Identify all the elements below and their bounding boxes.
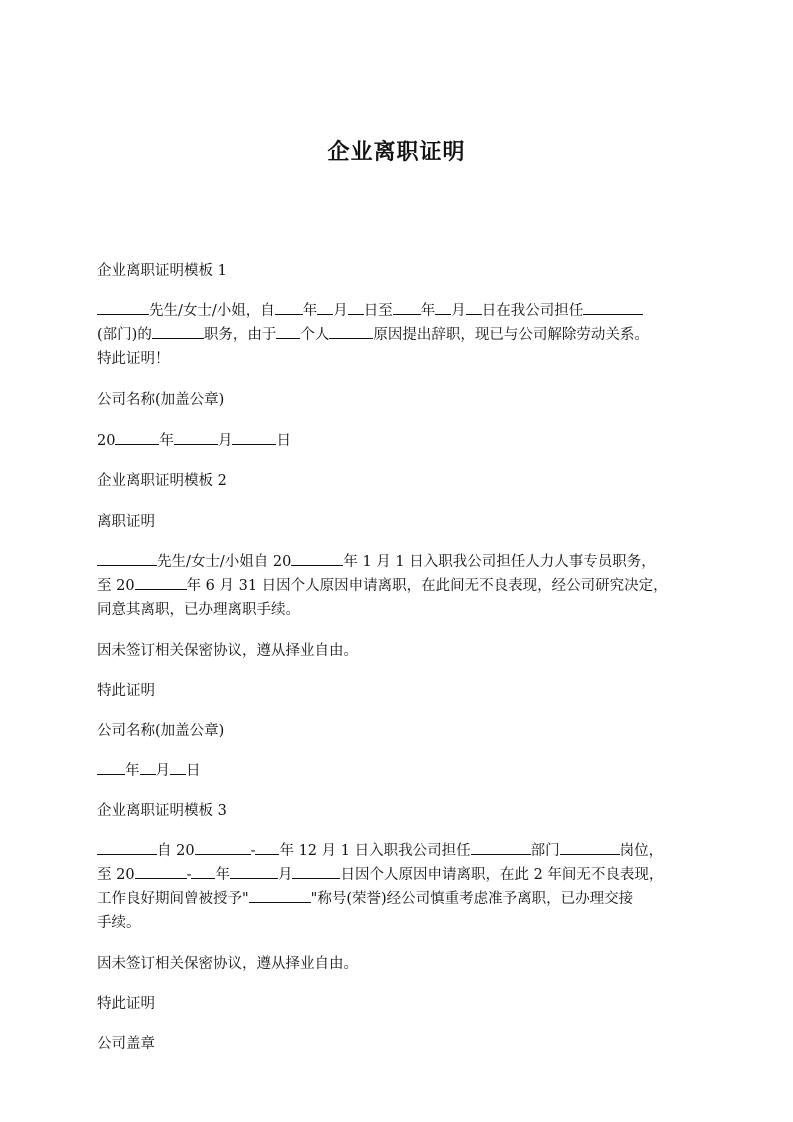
blank-line	[232, 430, 276, 445]
blank-line	[140, 760, 156, 775]
template-2-secrecy: 因未签订相关保密协议，遵从择业自由。	[97, 643, 358, 659]
blank-line	[255, 840, 279, 855]
blank-line	[195, 840, 251, 855]
blank-line	[348, 300, 364, 315]
blank-line	[317, 300, 333, 315]
blank-line	[230, 864, 278, 879]
blank-line	[276, 324, 300, 339]
blank-line	[170, 760, 186, 775]
blank-line	[249, 888, 311, 903]
blank-line	[97, 840, 157, 855]
template-3-secrecy: 因未签订相关保密协议，遵从择业自由。	[97, 956, 358, 972]
template-3-certify: 特此证明	[97, 996, 155, 1012]
template-3-heading: 企业离职证明模板 3	[97, 803, 227, 819]
blank-line	[174, 430, 218, 445]
blank-line	[471, 840, 531, 855]
blank-line	[393, 300, 421, 315]
template-2-paragraph: 先生/女士/小姐自 20 年 1 月 1 日入职我公司担任人力人事专员职务， 至 20 年 6 月 31 日因个人原因申请离职，在此间无不良表现，经公司研究决定， 同意其离职，已办理离职手续。	[97, 550, 697, 622]
document-body	[97, 259, 697, 1056]
blank-line	[466, 300, 482, 315]
blank-line	[135, 575, 187, 590]
blank-line	[291, 551, 343, 566]
blank-line	[329, 324, 373, 339]
template-3-paragraph: 自 20 - 年 12 月 1 日入职我公司担任 部门 岗位， 至 20 - 年 月 日因个人原因申请离职，在此 2 年间无不良表现， 工作良好期间曾被授予" "称号(荣誉)经公司慎重考虑准予离职，已办理交接 手续。	[97, 839, 697, 935]
template-2-subtitle: 离职证明	[97, 514, 155, 530]
blank-line	[275, 300, 303, 315]
blank-line	[135, 864, 187, 879]
template-1-date: 20 年 月 日	[97, 429, 697, 453]
template-1-paragraph: 先生/女士/小姐，自 年 月 日至 年 月 日在我公司担任 (部门)的 职务，由于 个人 原因提出辞职，现已与公司解除劳动关系。 特此证明！	[97, 299, 697, 371]
blank-line	[97, 551, 157, 566]
blank-line	[560, 840, 620, 855]
blank-line	[97, 300, 149, 315]
blank-line	[152, 324, 204, 339]
blank-line	[292, 864, 340, 879]
blank-line	[583, 300, 643, 315]
template-2-company: 公司名称(加盖公章)	[97, 723, 225, 739]
template-2-heading: 企业离职证明模板 2	[97, 473, 227, 489]
template-3-seal: 公司盖章	[97, 1036, 155, 1052]
template-1-company: 公司名称(加盖公章)	[97, 392, 225, 408]
document-title: 企业离职证明	[327, 139, 466, 165]
template-1-heading: 企业离职证明模板 1	[97, 263, 227, 279]
blank-line	[115, 430, 159, 445]
blank-line	[97, 760, 125, 775]
blank-line	[435, 300, 451, 315]
template-2-certify: 特此证明	[97, 683, 155, 699]
template-2-date: 年 月 日	[97, 759, 697, 783]
blank-line	[191, 864, 215, 879]
